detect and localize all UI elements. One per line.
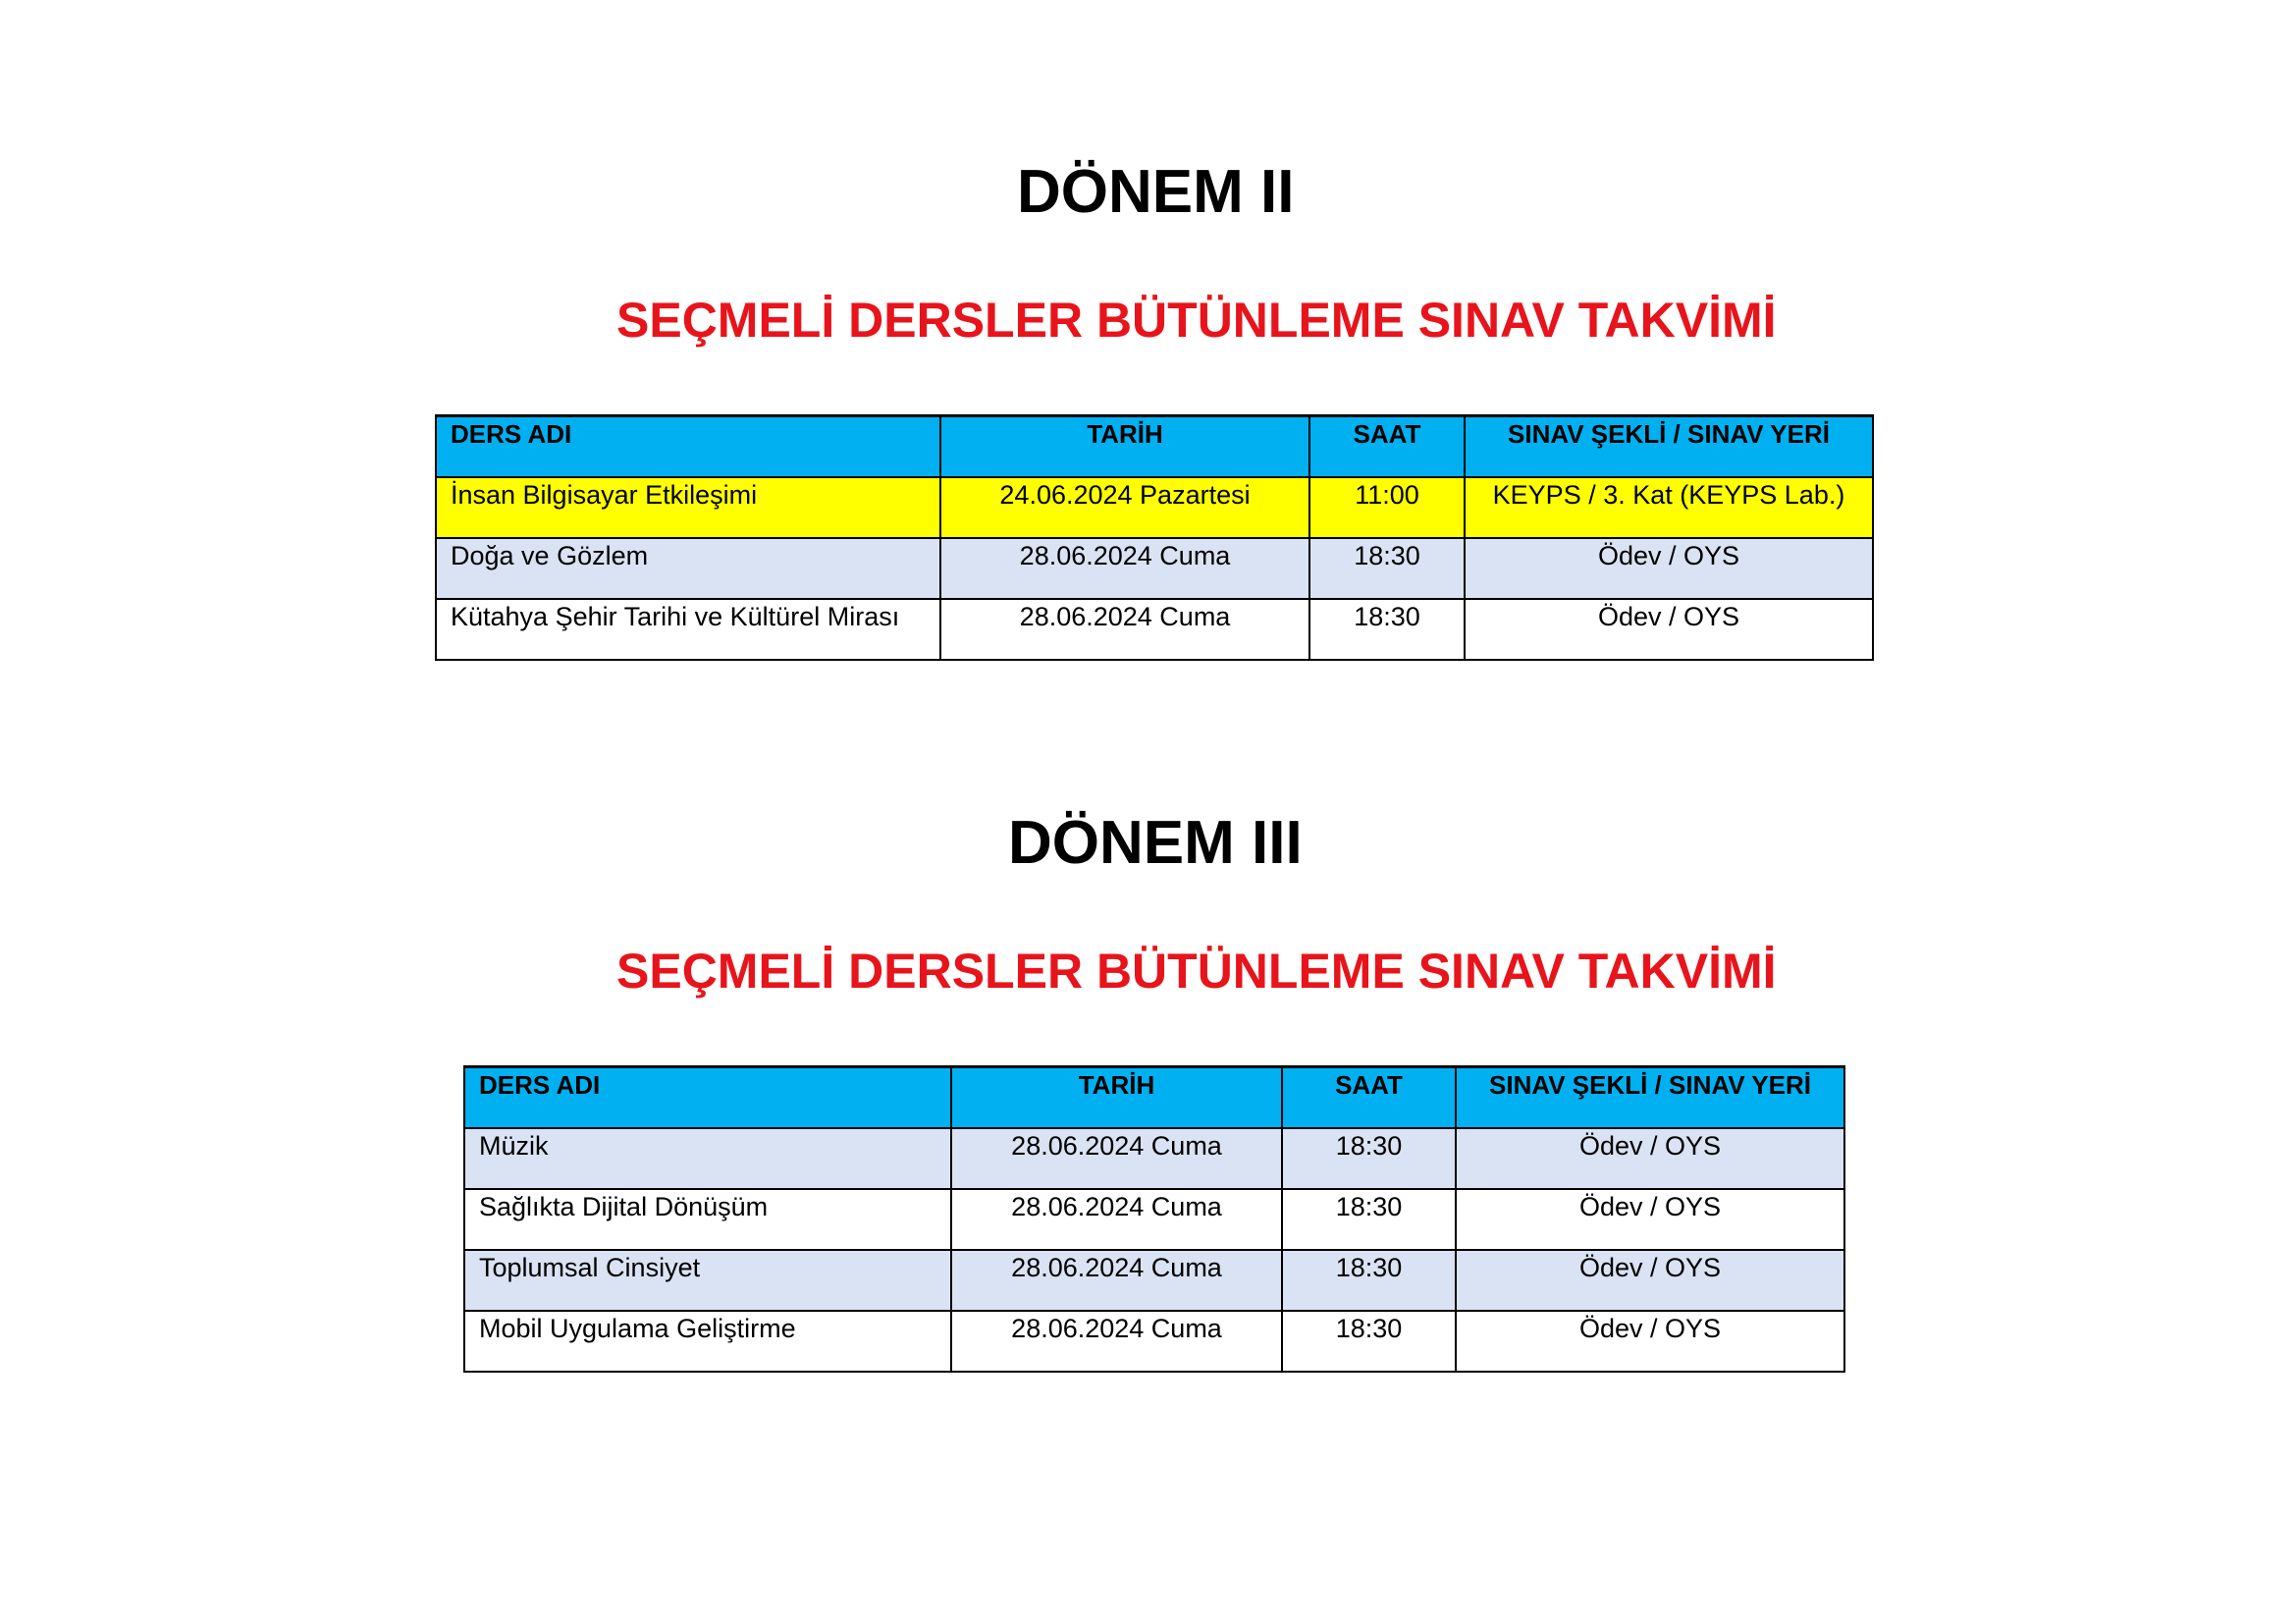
cell-ders: Doğa ve Gözlem — [436, 538, 940, 599]
donem-3-title: DÖNEM III — [1008, 809, 1303, 877]
header-ders-adi: DERS ADI — [464, 1067, 951, 1128]
cell-tarih: 28.06.2024 Cuma — [951, 1250, 1282, 1311]
header-ders-adi: DERS ADI — [436, 416, 940, 477]
header-saat: SAAT — [1309, 416, 1465, 477]
header-saat: SAAT — [1282, 1067, 1456, 1128]
header-sinav: SINAV ŞEKLİ / SINAV YERİ — [1465, 416, 1873, 477]
table-row — [436, 599, 1873, 660]
cell-tarih: 28.06.2024 Cuma — [940, 599, 1309, 660]
cell-saat: 18:30 — [1282, 1128, 1456, 1189]
cell-tarih: 24.06.2024 Pazartesi — [940, 477, 1309, 538]
cell-saat: 18:30 — [1282, 1250, 1456, 1311]
table-row — [436, 538, 1873, 599]
table-header-row — [436, 416, 1873, 477]
donem-2-title: DÖNEM II — [1017, 158, 1295, 226]
cell-ders: Kütahya Şehir Tarihi ve Kültürel Mirası — [436, 599, 940, 660]
cell-sinav: Ödev / OYS — [1456, 1189, 1844, 1250]
cell-saat: 18:30 — [1282, 1189, 1456, 1250]
cell-saat: 18:30 — [1309, 599, 1465, 660]
table-row — [464, 1250, 1844, 1311]
cell-sinav: Ödev / OYS — [1456, 1128, 1844, 1189]
cell-ders: İnsan Bilgisayar Etkileşimi — [436, 477, 940, 538]
header-sinav: SINAV ŞEKLİ / SINAV YERİ — [1456, 1067, 1844, 1128]
cell-ders: Toplumsal Cinsiyet — [464, 1250, 951, 1311]
cell-ders: Mobil Uygulama Geliştirme — [464, 1311, 951, 1372]
cell-ders: Sağlıkta Dijital Dönüşüm — [464, 1189, 951, 1250]
cell-tarih: 28.06.2024 Cuma — [951, 1128, 1282, 1189]
table-row — [436, 477, 1873, 538]
cell-saat: 11:00 — [1309, 477, 1465, 538]
cell-sinav: Ödev / OYS — [1465, 538, 1873, 599]
donem-2-subtitle: SEÇMELİ DERSLER BÜTÜNLEME SINAV TAKVİMİ — [616, 293, 1777, 348]
donem-3-exam-table — [463, 1065, 1845, 1373]
cell-saat: 18:30 — [1282, 1311, 1456, 1372]
cell-sinav: Ödev / OYS — [1456, 1250, 1844, 1311]
cell-tarih: 28.06.2024 Cuma — [951, 1189, 1282, 1250]
table-row — [464, 1189, 1844, 1250]
header-tarih: TARİH — [940, 416, 1309, 477]
cell-sinav: Ödev / OYS — [1465, 599, 1873, 660]
donem-3-subtitle: SEÇMELİ DERSLER BÜTÜNLEME SINAV TAKVİMİ — [616, 944, 1777, 999]
cell-tarih: 28.06.2024 Cuma — [951, 1311, 1282, 1372]
cell-sinav: KEYPS / 3. Kat (KEYPS Lab.) — [1465, 477, 1873, 538]
header-tarih: TARİH — [951, 1067, 1282, 1128]
table-row — [464, 1128, 1844, 1189]
table-row — [464, 1311, 1844, 1372]
cell-sinav: Ödev / OYS — [1456, 1311, 1844, 1372]
cell-saat: 18:30 — [1309, 538, 1465, 599]
table-header-row — [464, 1067, 1844, 1128]
cell-tarih: 28.06.2024 Cuma — [940, 538, 1309, 599]
cell-ders: Müzik — [464, 1128, 951, 1189]
donem-2-exam-table — [435, 414, 1874, 661]
